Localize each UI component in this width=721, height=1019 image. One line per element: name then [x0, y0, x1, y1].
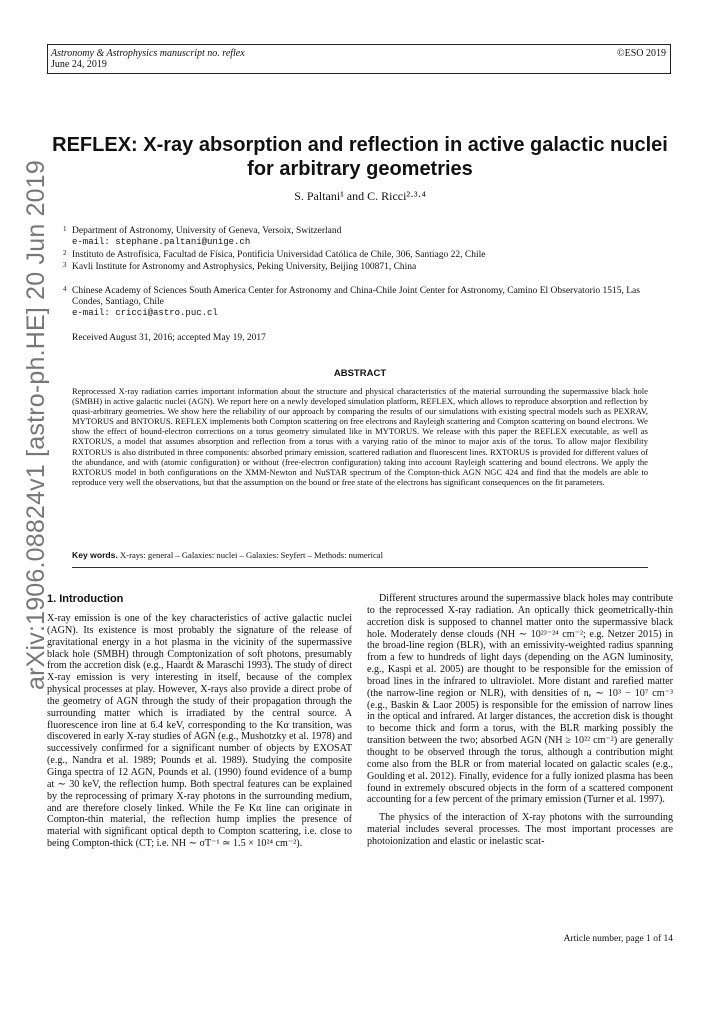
received-accepted: Received August 31, 2016; accepted May 19, 2017: [72, 333, 266, 343]
abstract-heading: ABSTRACT: [333, 368, 387, 379]
paragraph: Different structures around the supermassive black holes may contribute to the reprocessed X-ray radiation. An optically thick geometrically-thin accretion disk is supposed to channel matter onto the supermassive black hole. Moderately dense clouds (NH ∼ 10²³⁻²⁴ cm⁻²; e.g. Netzer 2015) in the broad-line region (BLR), with an emissivity-weighted radius spanning from a few to hundreds of light days (depending on the AGN luminosity, e.g., Kaspi et al. 2005) are thought to be responsible for the emission of broad lines in the infrared to ultraviolet. More distant and rarefied matter (the narrow-line region or NLR), with densities of nₑ ∼ 10³ − 10⁷ cm⁻³ (e.g., Baskin & Laor 2005) is responsible for the emission of narrow lines in the optical and infrared. At larger distances, the accretion disk is thought to become thick and form a torus, with the BLR marking possibly the transition between the two; absorbed AGN (NH ≥ 10²² cm⁻²) are generally thought to be observed through the torus, although a contribution might come also from the BLR or from material located on galactic scales (e.g., Goulding et al. 2012). Finally, evidence for a fully ionized plasma has been found in extremely obscured objects in the form of a scattered component accounting for a few percent of the primary emission (Turner et al. 1997).: [367, 593, 673, 806]
copyright: ©ESO 2019: [617, 48, 666, 59]
journal-name: Astronomy & Astrophysics manuscript no. reflex: [51, 48, 245, 59]
keywords-label: Key words.: [72, 550, 118, 560]
keywords-list: X-rays: general – Galaxies: nuclei – Galaxies: Seyfert – Methods: numerical: [120, 550, 383, 560]
running-header: [47, 44, 671, 74]
divider: [72, 567, 648, 568]
affiliation-1: 1 Department of Astronomy, University of Geneva, Versoix, Switzerland e-mail: stephane.paltani@unige.ch: [72, 226, 662, 248]
email-2: e-mail: cricci@astro.puc.cl: [72, 308, 218, 318]
page-footer: Article number, page 1 of 14: [563, 934, 673, 944]
abstract-text: Reprocessed X-ray radiation carries important information about the structure and physical characteristics of the material surrounding the supermassive black hole (SMBH) in active galactic nuclei (AGN). We report here on a newly developed simulation platform, REFLEX, which allows to reproduce absorption and reflection by quasi-arbitrary geometries. We show here the reliability of our approach by comparing the results of our simulations with existing spectral models such as PEXRAV, MYTORUS and BNTORUS. REFLEX implements both Compton scattering on free electrons and Rayleigh scattering and Compton scattering on bound electrons. We show the effect of bound-electron corrections on a torus geometry simulated like in MYTORUS. We release with this paper the REFLEX executable, as well as RXTORUS, a model that assumes absorption and reflection from a torus with a varying ratio of the minor to major axis of the torus. To allow major flexibility RXTORUS is also distributed in three components: absorbed primary emission, scattered radiation and fluorescent lines. RXTORUS is provided for different values of the abundance, and with (atomic configuration) or without (free-electron configuration) taking into account Rayleigh scattering and bound electrons. We apply the RXTORUS model in both configurations on the XMM-Newton and NuSTAR spectrum of the Compton-thick AGN NGC 424 and find that the models are able to reproduce very well the observations, but that the assumption on the bound or free state of the electrons has significant consequences on the fit parameters.: [72, 386, 648, 487]
affiliation-3: 3 Kavli Institute for Astronomy and Astrophysics, Peking University, Beijing 100871, China: [63, 261, 417, 272]
paragraph: X-ray emission is one of the key characteristics of active galactic nuclei (AGN). Its existence is most probably the signature of the release of gravitational energy in a hot plasma in the vicinity of the supermassive black hole (SMBH) through Comptonization of soft photons, presumably from the accretion disk (e.g., Haardt & Maraschi 1993). The study of direct X-ray emission is very interesting in itself, because of the complex physical processes at play. However, X-rays also provide a direct probe of the geometry of AGN through the study of their propagation through the surrounding matter which is irradiated by the central source. A fluorescence iron line at 6.4 keV, corresponding to the Kα transition, was discovered in early X-ray studies of AGN (e.g., Mushotzky et al. 1978) and successively confirmed for a significant number of objects by EXOSAT (e.g., Nandra et al. 1989; Pounds et al. 1989). Studying the composite Ginga spectra of 12 AGN, Pounds et al. (1990) found evidence of a bump at ∼ 30 keV, the reflection hump. Both spectral features can be explained by the reprocessing of primary X-ray photons in the surrounding medium, and are therefore closely linked. While the Fe Kα line can originate in Compton-thin material, the reflection hump implies the presence of material with significant optical depth to Compton scattering, i.e. close to being Compton-thick (CT; i.e. NH ∼ σT⁻¹ ≃ 1.5 × 10²⁴ cm⁻²).: [47, 613, 352, 850]
paper-title: REFLEX: X-ray absorption and reflection in active galactic nuclei for arbitrary geometries: [52, 134, 668, 180]
paragraph: The physics of the interaction of X-ray photons with the surrounding material includes several processes. The most important processes are photoionization and elastic or inelastic scat-: [367, 812, 673, 847]
affiliation-2: 2 Instituto de Astrofísica, Facultad de Física, Pontificia Universidad Católica de Chile, 306, Santiago 22, Chile: [63, 249, 486, 260]
email-1: e-mail: stephane.paltani@unige.ch: [72, 237, 251, 247]
column-left: [47, 613, 352, 850]
author-list: S. Paltani¹ and C. Ricci²·³·⁴: [294, 189, 426, 203]
manuscript-date: June 24, 2019: [51, 59, 107, 70]
affiliation-4: 4 Chinese Academy of Sciences South America Center for Astronomy and China-Chile Joint Center for Astronomy, Camino El Observatorio 1515, Las Condes, Santiago, Chile e-mail: cricci@astro.puc.cl: [72, 286, 662, 319]
keywords: [72, 550, 648, 560]
arxiv-identifier: arXiv:1906.08824v1 [astro-ph.HE] 20 Jun 2019: [22, 160, 50, 690]
section-heading: 1. Introduction: [47, 593, 124, 605]
column-right: [367, 593, 673, 848]
